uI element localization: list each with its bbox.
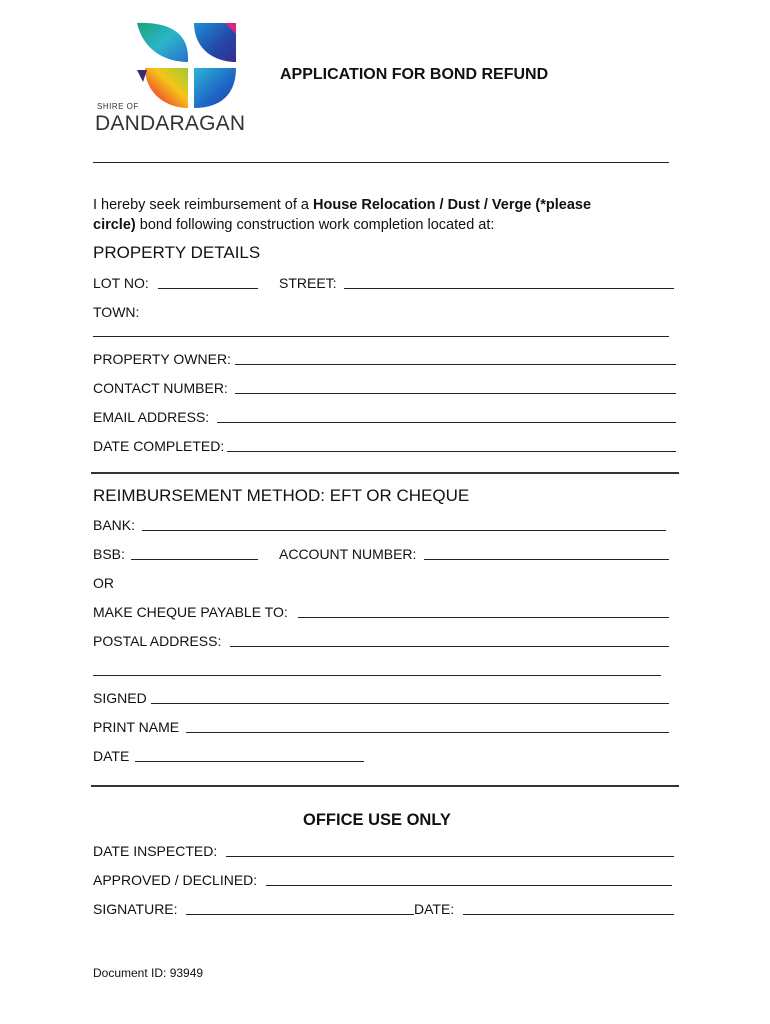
- date-completed-input[interactable]: [229, 435, 674, 451]
- account-number-label: ACCOUNT NUMBER:: [279, 546, 417, 562]
- email-address-line: [217, 422, 676, 423]
- property-owner-label: PROPERTY OWNER:: [93, 351, 231, 367]
- contact-number-label: CONTACT NUMBER:: [93, 380, 228, 396]
- intro-part2: bond following construction work completion located at:: [135, 217, 495, 233]
- lot-no-input[interactable]: [160, 272, 256, 288]
- date-inspected-input[interactable]: [228, 840, 672, 856]
- intro-text: [93, 195, 683, 235]
- shire-logo: [95, 20, 245, 135]
- intro-bond-types: House Relocation / Dust / Verge (*please: [313, 197, 592, 213]
- cheque-payable-input[interactable]: [300, 601, 667, 617]
- print-name-input[interactable]: [188, 716, 667, 732]
- print-name-label: PRINT NAME: [93, 719, 180, 735]
- contact-number-input[interactable]: [237, 377, 674, 393]
- property-owner-line: [235, 364, 676, 365]
- signed-label: SIGNED: [93, 690, 147, 706]
- email-address-label: EMAIL ADDRESS:: [93, 409, 210, 425]
- cheque-payable-line: [298, 617, 669, 618]
- account-number-line: [424, 559, 669, 560]
- date-input[interactable]: [137, 745, 362, 761]
- date-inspected-line: [226, 856, 674, 857]
- bank-input[interactable]: [144, 514, 664, 530]
- cheque-payable-label: MAKE CHEQUE PAYABLE TO:: [93, 604, 288, 620]
- date-inspected-label: DATE INSPECTED:: [93, 843, 218, 859]
- approved-declined-input[interactable]: [268, 869, 670, 885]
- bsb-line: [131, 559, 258, 560]
- logo-mark-icon: [95, 20, 245, 110]
- postal-address-label: POSTAL ADDRESS:: [93, 633, 222, 649]
- office-date-label: DATE:: [414, 901, 455, 917]
- intro-circle-note: circle): [93, 217, 136, 233]
- office-divider: [91, 785, 679, 787]
- office-date-line: [463, 914, 674, 915]
- town-input[interactable]: [95, 320, 667, 336]
- town-line: [93, 336, 669, 337]
- office-use-heading: OFFICE USE ONLY: [303, 811, 451, 829]
- date-completed-label: DATE COMPLETED:: [93, 438, 225, 454]
- town-label: TOWN:: [93, 304, 140, 320]
- bank-label: BANK:: [93, 517, 136, 533]
- reimbursement-heading: REIMBURSEMENT METHOD: EFT OR CHEQUE: [93, 486, 470, 505]
- bsb-input[interactable]: [133, 543, 256, 559]
- bsb-label: BSB:: [93, 546, 125, 562]
- signature-input[interactable]: [188, 898, 412, 914]
- document-id: Document ID: 93949: [93, 966, 204, 980]
- signed-input[interactable]: [153, 687, 667, 703]
- approved-declined-label: APPROVED / DECLINED:: [93, 872, 258, 888]
- print-name-line: [186, 732, 669, 733]
- lot-no-line: [158, 288, 258, 289]
- contact-number-line: [235, 393, 676, 394]
- postal-address-input-2[interactable]: [95, 659, 659, 675]
- office-date-input[interactable]: [465, 898, 672, 914]
- intro-part1: I hereby seek reimbursement of a: [93, 197, 314, 213]
- date-label: DATE: [93, 748, 130, 764]
- page-title: APPLICATION FOR BOND REFUND: [280, 66, 549, 83]
- lot-no-label: LOT NO:: [93, 275, 149, 291]
- street-input[interactable]: [346, 272, 672, 288]
- signature-line: [186, 914, 414, 915]
- logo-dandaragan: DANDARAGAN: [95, 112, 246, 135]
- account-number-input[interactable]: [426, 543, 667, 559]
- street-label: STREET:: [279, 275, 337, 291]
- property-owner-input[interactable]: [237, 348, 674, 364]
- logo-shire-of: SHIRE OF: [97, 102, 139, 111]
- bank-line: [142, 530, 666, 531]
- title-underline: [93, 162, 669, 163]
- section-divider: [91, 472, 679, 474]
- or-label: OR: [93, 575, 114, 591]
- signature-label: SIGNATURE:: [93, 901, 178, 917]
- date-completed-line: [227, 451, 676, 452]
- signed-line: [151, 703, 669, 704]
- postal-address-line-2: [93, 675, 661, 676]
- email-address-input[interactable]: [219, 406, 674, 422]
- date-line: [135, 761, 364, 762]
- approved-declined-line: [266, 885, 672, 886]
- property-details-heading: PROPERTY DETAILS: [93, 243, 261, 262]
- postal-address-input[interactable]: [232, 630, 667, 646]
- street-line: [344, 288, 674, 289]
- postal-address-line: [230, 646, 669, 647]
